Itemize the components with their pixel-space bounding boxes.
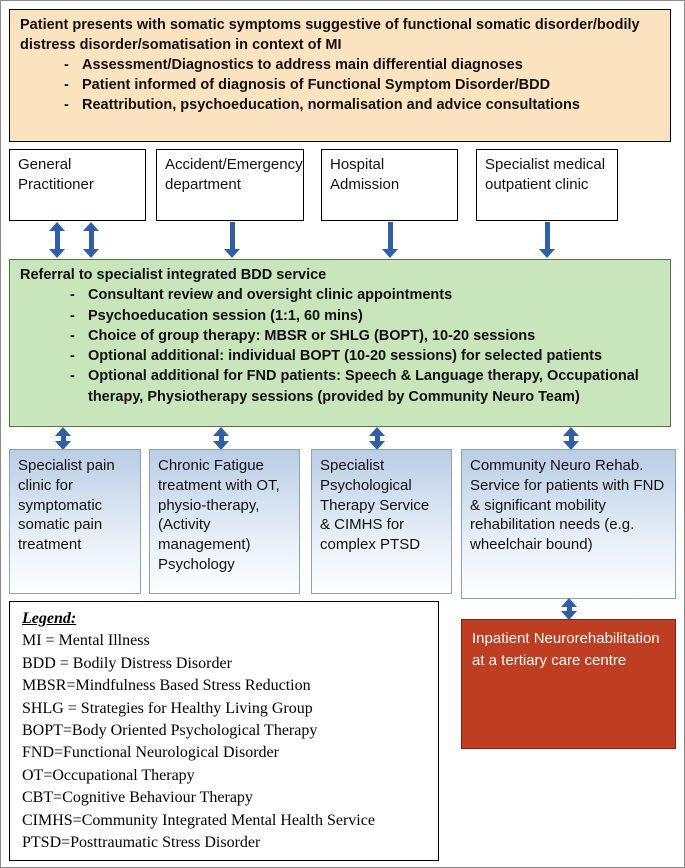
legend-entry-cbt: CBT=Cognitive Behaviour Therapy	[22, 789, 253, 807]
legend-entry-ptsd: PTSD=Posttraumatic Stress Disorder	[22, 833, 261, 851]
pathway-psychological-therapy: Specialist Psychological Therapy Service & CIMHS for complex PTSD	[311, 449, 452, 594]
legend-entry-bopt: BOPT=Body Oriented Psychological Therapy	[22, 721, 318, 739]
intake-bullet-2: - Patient informed of diagnosis of Functional Symptom Disorder/BDD	[20, 75, 660, 95]
pathway-community-neuro-rehab: Community Neuro Rehab. Service for patients with FND & significant mobility rehabilitation needs (e.g. wheelchair bound)	[461, 449, 676, 599]
inpatient-neurorehab-box: Inpatient Neurorehabilitation at a tertiary care centre	[461, 619, 676, 749]
arrow-bdd-neuro-icon	[563, 427, 579, 450]
arrow-bdd-fatigue-icon	[213, 427, 229, 450]
arrow-gp-bdd-2-icon	[83, 222, 99, 258]
arrow-hospital-bdd-icon	[382, 222, 398, 258]
arrow-bdd-pain-icon	[55, 427, 71, 450]
intake-title: Patient presents with somatic symptoms suggestive of functional somatic disorder/bodily distress disorder/somatisation in context of MI	[20, 17, 640, 53]
legend-entry-mbsr: MBSR=Mindfulness Based Stress Reduction	[22, 677, 311, 695]
intake-box	[9, 9, 671, 142]
legend-title: Legend:	[22, 610, 77, 627]
bdd-service-bullet-3: - Choice of group therapy: MBSR or SHLG (BOPT), 10-20 sessions	[20, 326, 660, 346]
legend-entry-shlg: SHLG = Strategies for Healthy Living Group	[22, 699, 313, 717]
pathway-pain-clinic: Specialist pain clinic for symptomatic somatic pain treatment	[9, 449, 141, 594]
arrow-neuro-inpatient-icon	[561, 598, 577, 620]
referral-source-gp: General Practitioner	[9, 149, 146, 221]
arrow-ae-bdd-icon	[224, 222, 240, 258]
legend-entry-mi: MI = Mental Illness	[22, 632, 150, 650]
bdd-service-bullet-2: - Psychoeducation session (1:1, 60 mins)	[20, 306, 660, 326]
bdd-service-bullet-4: - Optional additional: individual BOPT (10-20 sessions) for selected patients	[20, 346, 660, 366]
intake-bullet-3: - Reattribution, psychoeducation, normalisation and advice consultations	[20, 95, 660, 115]
arrow-outpatient-bdd-icon	[539, 222, 555, 258]
bdd-service-bullet-1: - Consultant review and oversight clinic appointments	[20, 285, 660, 305]
arrow-gp-bdd-1-icon	[49, 222, 65, 258]
legend-box	[9, 601, 439, 861]
referral-source-hospital: Hospital Admission	[321, 149, 458, 221]
legend-entry-ot: OT=Occupational Therapy	[22, 766, 195, 784]
intake-bullet-1: - Assessment/Diagnostics to address main differential diagnoses	[20, 55, 660, 75]
legend-entry-fnd: FND=Functional Neurological Disorder	[22, 744, 279, 762]
bdd-service-box	[9, 259, 671, 427]
bdd-service-bullet-5: - Optional additional for FND patients: Speech & Language therapy, Occupational therapy, Physiotherapy sessions (provided by Community Neuro Team)	[20, 366, 660, 407]
referral-source-ae: Accident/Emergency department	[156, 149, 304, 221]
legend-entry-bdd: BDD = Bodily Distress Disorder	[22, 654, 232, 672]
bdd-service-title: Referral to specialist integrated BDD service	[20, 267, 327, 283]
referral-source-outpatient: Specialist medical outpatient clinic	[476, 149, 618, 221]
arrow-bdd-psych-icon	[369, 427, 385, 450]
pathway-chronic-fatigue: Chronic Fatigue treatment with OT, physio-therapy, (Activity management) Psychology	[149, 449, 300, 594]
legend-entry-cimhs: CIMHS=Community Integrated Mental Health Service	[22, 811, 375, 829]
